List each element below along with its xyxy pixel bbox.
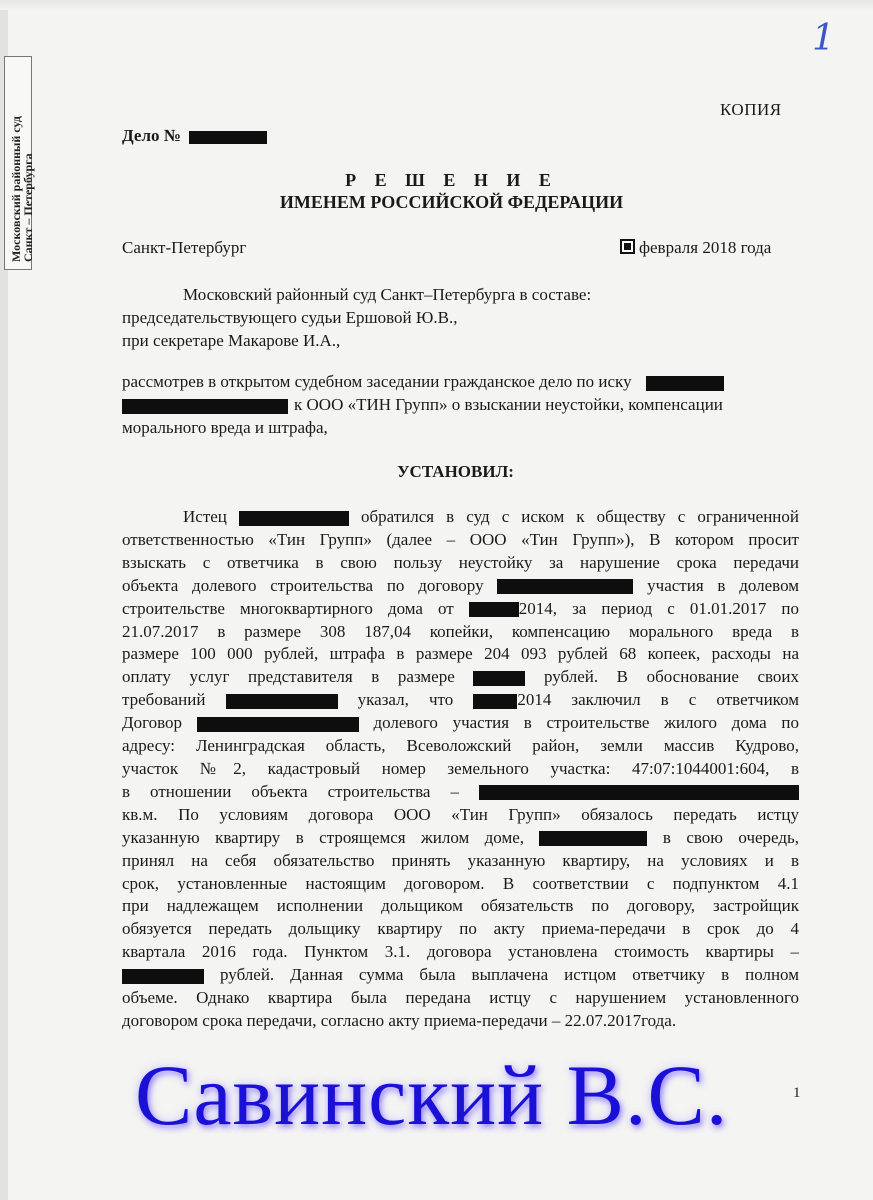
redaction xyxy=(239,511,349,526)
court-line-2: председательствующего судьи Ершовой Ю.В., xyxy=(122,308,458,327)
date xyxy=(620,238,771,258)
body-line: строительстве многоквартирного дома от 2014, за период с 01.01.2017 по xyxy=(122,598,800,618)
body-line: ответственностью «Тин Групп» (далее – ООО «Тин Групп»), В котором просит xyxy=(122,529,799,549)
body-line: обязуется передать дольщику квартиру по акту приема-передачи в срок до 4 xyxy=(122,919,799,939)
date-text: февраля 2018 года xyxy=(639,238,772,257)
body-line: Договор долевого участия в строительстве жилого дома по xyxy=(122,713,800,733)
body-line: принял на себя обязательство принять указанную квартиру, на условиях и в xyxy=(122,850,799,870)
page-number: 1 xyxy=(793,1085,801,1101)
court-line-3: при секретаре Макарове И.А., xyxy=(122,331,341,350)
redaction xyxy=(479,785,799,800)
redacted-day-box xyxy=(620,239,635,254)
body-line: участок №2, кадастровый номер земельного участка: 47:07:1044001:604, в xyxy=(122,758,799,778)
body-line: требований указал, что 2014 заключил в с ответчиком xyxy=(122,690,800,710)
body-line: 21.07.2017 в размере 308 187,04 копейки, компенсацию морального вреда в xyxy=(122,621,799,641)
redaction xyxy=(122,399,288,414)
intro-line-1: рассмотрев в открытом судебном заседании гражданское дело по иску xyxy=(122,372,724,392)
body-line: срок, установленные настоящим договором. В соответствии с подпунктом 4.1 xyxy=(122,873,799,893)
redaction xyxy=(473,694,517,709)
redaction xyxy=(539,831,647,846)
case-label: Дело № xyxy=(122,126,181,145)
body-line: адресу: Ленинградская область, Всеволожский район, земли массив Кудрово, xyxy=(122,736,799,756)
court-line-1: Московский районный суд Санкт–Петербурга в составе: xyxy=(183,285,592,304)
watermark: Савинский В.С. xyxy=(135,1047,729,1143)
body-line: квартала 2016 года. Пунктом 3.1. договора установлена стоимость квартиры – xyxy=(122,942,799,962)
body-line: оплату услуг представителя в размере рублей. В обоснование своих xyxy=(122,667,800,687)
body-paragraph xyxy=(122,506,799,1033)
handwritten-page-number: 1 xyxy=(812,18,835,59)
redaction xyxy=(189,131,267,144)
redaction xyxy=(473,671,525,686)
body-line: кв.м. По условиям договора ООО «Тин Групп» обязалось передать истцу xyxy=(122,804,799,824)
body-line: объеме. Однако квартира была передана истцу с нарушением установленного xyxy=(122,988,799,1008)
established-heading: УСТАНОВИЛ: xyxy=(397,462,514,481)
body-line: при надлежащем исполнении дольщиком обязательств по договору, застройщик xyxy=(122,896,799,916)
body-line: Истец обратился в суд с иском к обществу с ограниченной xyxy=(183,507,799,526)
body-line: объекта долевого строительства по договору участия в долевом xyxy=(122,575,800,595)
body-line: взыскать с ответчика в свою пользу неустойку за нарушение срока передачи xyxy=(122,552,799,572)
body-line: договором срока передачи, согласно акту приема-передачи – 22.07.2017года. xyxy=(122,1010,677,1030)
redaction xyxy=(226,694,338,709)
court-stamp-text: Московский районный суд Санкт – Петербурга xyxy=(9,116,35,262)
body-line: рублей. Данная сумма была выплачена истцом ответчику в полном xyxy=(122,964,799,987)
redaction xyxy=(197,717,359,732)
redaction xyxy=(646,376,724,391)
body-line: указанную квартиру в строящемся жилом доме, в свою очередь, xyxy=(122,827,800,847)
intro-line-3: морального вреда и штрафа, xyxy=(122,418,328,437)
redaction xyxy=(469,602,519,617)
document-title: Р Е Ш Е Н И Е xyxy=(345,170,558,190)
redaction xyxy=(122,969,204,984)
redaction xyxy=(497,579,633,594)
intro-line-2: к ООО «ТИН Групп» о взыскании неустойки, компенсации xyxy=(122,395,799,415)
copy-label: КОПИЯ xyxy=(720,100,782,119)
body-line: размере 100 000 рублей, штрафа в размере 204 093 рублей 68 копеек, расходы на xyxy=(122,644,799,664)
body-line: в отношении объекта строительства – xyxy=(122,781,799,804)
scan-edge-top xyxy=(0,0,873,10)
document-subtitle: ИМЕНЕМ РОССИЙСКОЙ ФЕДЕРАЦИИ xyxy=(279,192,624,212)
case-number xyxy=(122,126,267,146)
city: Санкт-Петербург xyxy=(122,238,247,257)
